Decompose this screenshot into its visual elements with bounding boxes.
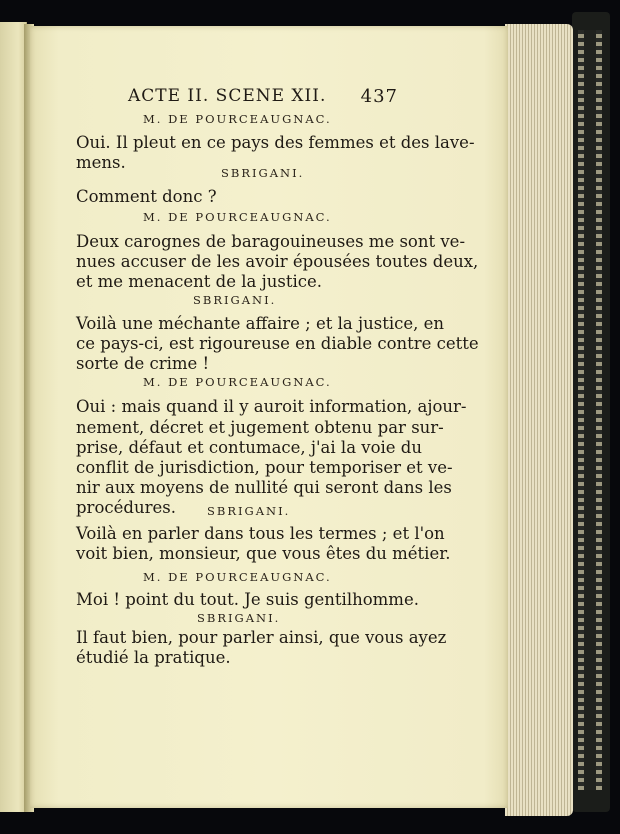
speaker-name: M. DE POURCEAUGNAC. bbox=[143, 210, 332, 224]
dialogue-line: Deux carognes de baragouineuses me sont ve- bbox=[76, 232, 466, 251]
dialogue-line: Voilà en parler dans tous les termes ; et l'on bbox=[76, 524, 445, 543]
speaker-name: SBRIGANI. bbox=[207, 504, 291, 518]
dialogue-line: nues accuser de les avoir épousées toutes deux, bbox=[76, 252, 479, 271]
dialogue-line: et me menacent de la justice. bbox=[76, 272, 322, 291]
dialogue-line: sorte de crime ! bbox=[76, 354, 210, 373]
dialogue-line: procédures. bbox=[76, 498, 176, 517]
dialogue-line: Oui. Il pleut en ce pays des femmes et des lave- bbox=[76, 133, 475, 152]
speaker-name: SBRIGANI. bbox=[197, 611, 281, 625]
speaker-name: M. DE POURCEAUGNAC. bbox=[143, 570, 332, 584]
dialogue-line: Il faut bien, pour parler ainsi, que vous ayez bbox=[76, 628, 447, 647]
dialogue-line: prise, défaut et contumace, j'ai la voie du bbox=[76, 438, 423, 457]
dialogue-line: nir aux moyens de nullité qui seront dans les bbox=[76, 478, 452, 497]
speaker-name: M. DE POURCEAUGNAC. bbox=[143, 112, 332, 126]
page-number: 437 bbox=[360, 86, 398, 107]
left-page-edge bbox=[0, 22, 27, 812]
dialogue-line: étudié la pratique. bbox=[76, 648, 231, 667]
decorative-cover-border bbox=[578, 30, 602, 790]
speaker-name: SBRIGANI. bbox=[193, 293, 277, 307]
dialogue-line: voit bien, monsieur, que vous êtes du métier. bbox=[76, 544, 451, 563]
dialogue-line: Comment donc ? bbox=[76, 187, 217, 206]
header-title: ACTE II. SCENE XII. bbox=[128, 86, 327, 106]
dialogue-line: ce pays-ci, est rigoureuse en diable contre cette bbox=[76, 334, 479, 353]
speaker-name: M. DE POURCEAUGNAC. bbox=[143, 375, 332, 389]
speaker-name: SBRIGANI. bbox=[221, 166, 305, 180]
dialogue-line: Oui : mais quand il y auroit information, ajour- bbox=[76, 397, 467, 416]
dialogue-line: conflit de jurisdiction, pour temporiser et ve- bbox=[76, 458, 453, 477]
dialogue-line: Voilà une méchante affaire ; et la justice, en bbox=[76, 314, 444, 333]
dialogue-line: Moi ! point du tout. Je suis gentilhomme. bbox=[76, 590, 419, 609]
dialogue-line: nement, décret et jugement obtenu par sur- bbox=[76, 418, 444, 437]
dialogue-line: mens. bbox=[76, 153, 126, 172]
running-header bbox=[128, 86, 398, 106]
page-block-edges bbox=[505, 24, 573, 816]
